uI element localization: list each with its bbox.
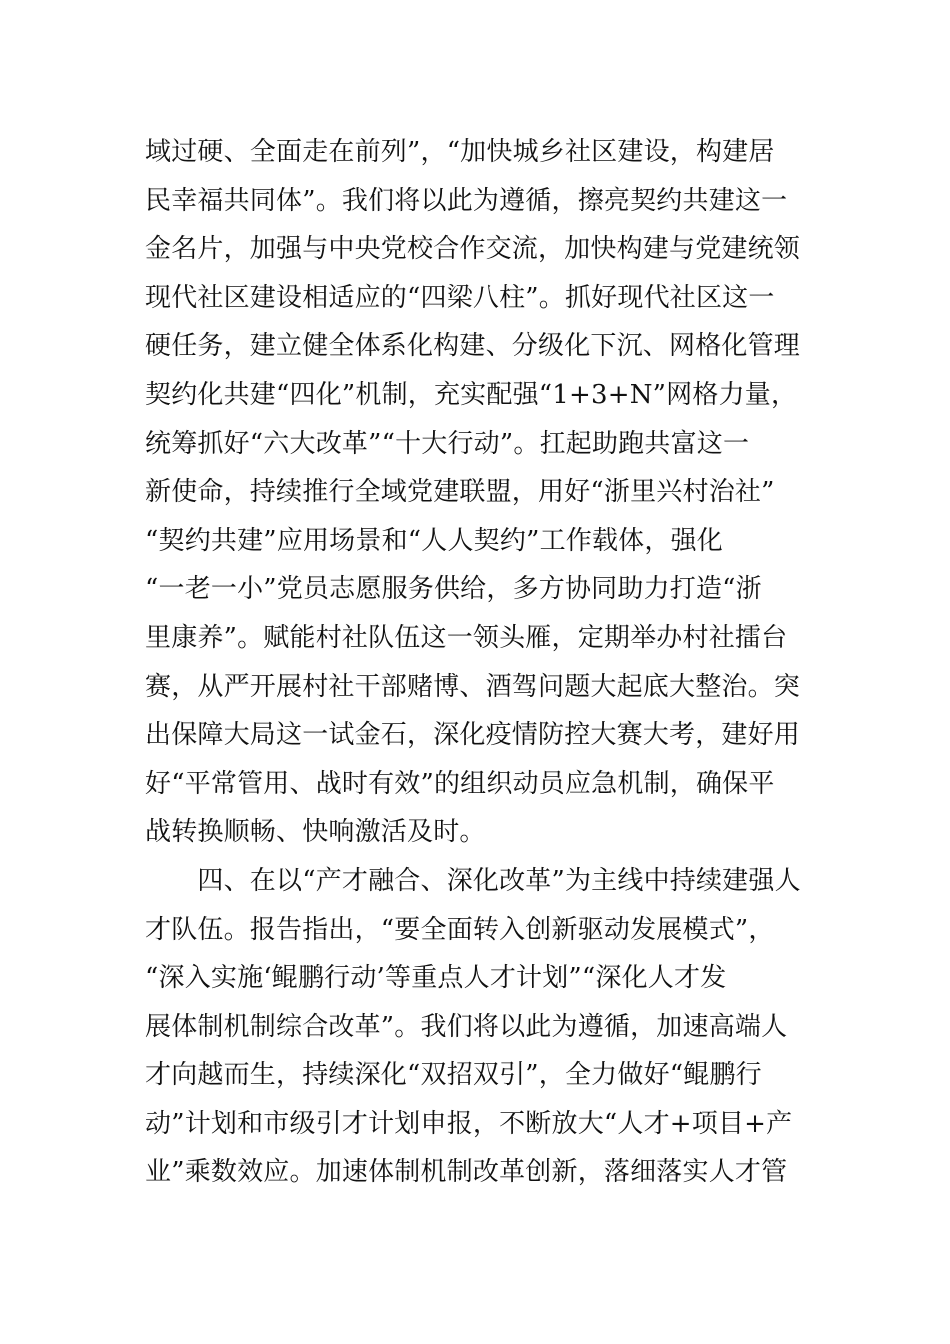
text-line: 里康养”。赋能村社队伍这一领头雁，定期举办村社擂台 <box>145 622 788 653</box>
text-line: 新使命，持续推行全域党建联盟，用好“浙里兴村治社” <box>145 477 775 508</box>
text-line: 出保障大局这一试金石，深化疫情防控大赛大考，建好用 <box>145 720 801 751</box>
text-line: 才向越而生，持续深化“双招双引”，全力做好“鲲鹏行 <box>145 1060 762 1091</box>
text-line: 硬任务，建立健全体系化构建、分级化下沉、网格化管理 <box>145 331 801 362</box>
text-line: 现代社区建设相适应的“四梁八柱”。抓好现代社区这一 <box>145 282 775 313</box>
section-heading-line: 四、在以“产才融合、深化改革”为主线中持续建强人 <box>145 865 801 896</box>
text-line: 金名片，加强与中央党校合作交流，加快构建与党建统领 <box>145 234 801 265</box>
document-body <box>145 128 825 1197</box>
text-line: “深入实施‘鲲鹏行动’等重点人才计划”“深化人才发 <box>145 963 727 994</box>
text-line: 动”计划和市级引才计划申报，不断放大“人才+项目+产 <box>145 1108 793 1139</box>
text-line: 契约化共建“四化”机制，充实配强“1+3+N”网格力量， <box>145 379 798 410</box>
text-line: 域过硬、全面走在前列”，“加快城乡社区建设，构建居 <box>145 137 775 167</box>
text-line: “契约共建”应用场景和“人人契约”工作载体，强化 <box>145 525 723 556</box>
text-line: 赛，从严开展村社干部赌博、酒驾问题大起底大整治。突 <box>145 671 801 702</box>
text-line: 战转换顺畅、快响激活及时。 <box>145 817 486 848</box>
text-line: 展体制机制综合改革”。我们将以此为遵循，加速高端人 <box>145 1011 788 1042</box>
text-line: 民幸福共同体”。我们将以此为遵循，擦亮契约共建这一 <box>145 185 788 216</box>
text-line: 业”乘数效应。加速体制机制改革创新，落细落实人才管 <box>145 1157 788 1188</box>
text-line: 才队伍。报告指出，“要全面转入创新驱动发展模式”， <box>145 914 775 945</box>
text-line: “一老一小”党员志愿服务供给，多方协同助力打造“浙 <box>145 574 762 605</box>
text-line: 统筹抓好“六大改革”“十大行动”。扛起助跑共富这一 <box>145 428 750 459</box>
text-line: 好“平常管用、战时有效”的组织动员应急机制，确保平 <box>145 768 775 799</box>
